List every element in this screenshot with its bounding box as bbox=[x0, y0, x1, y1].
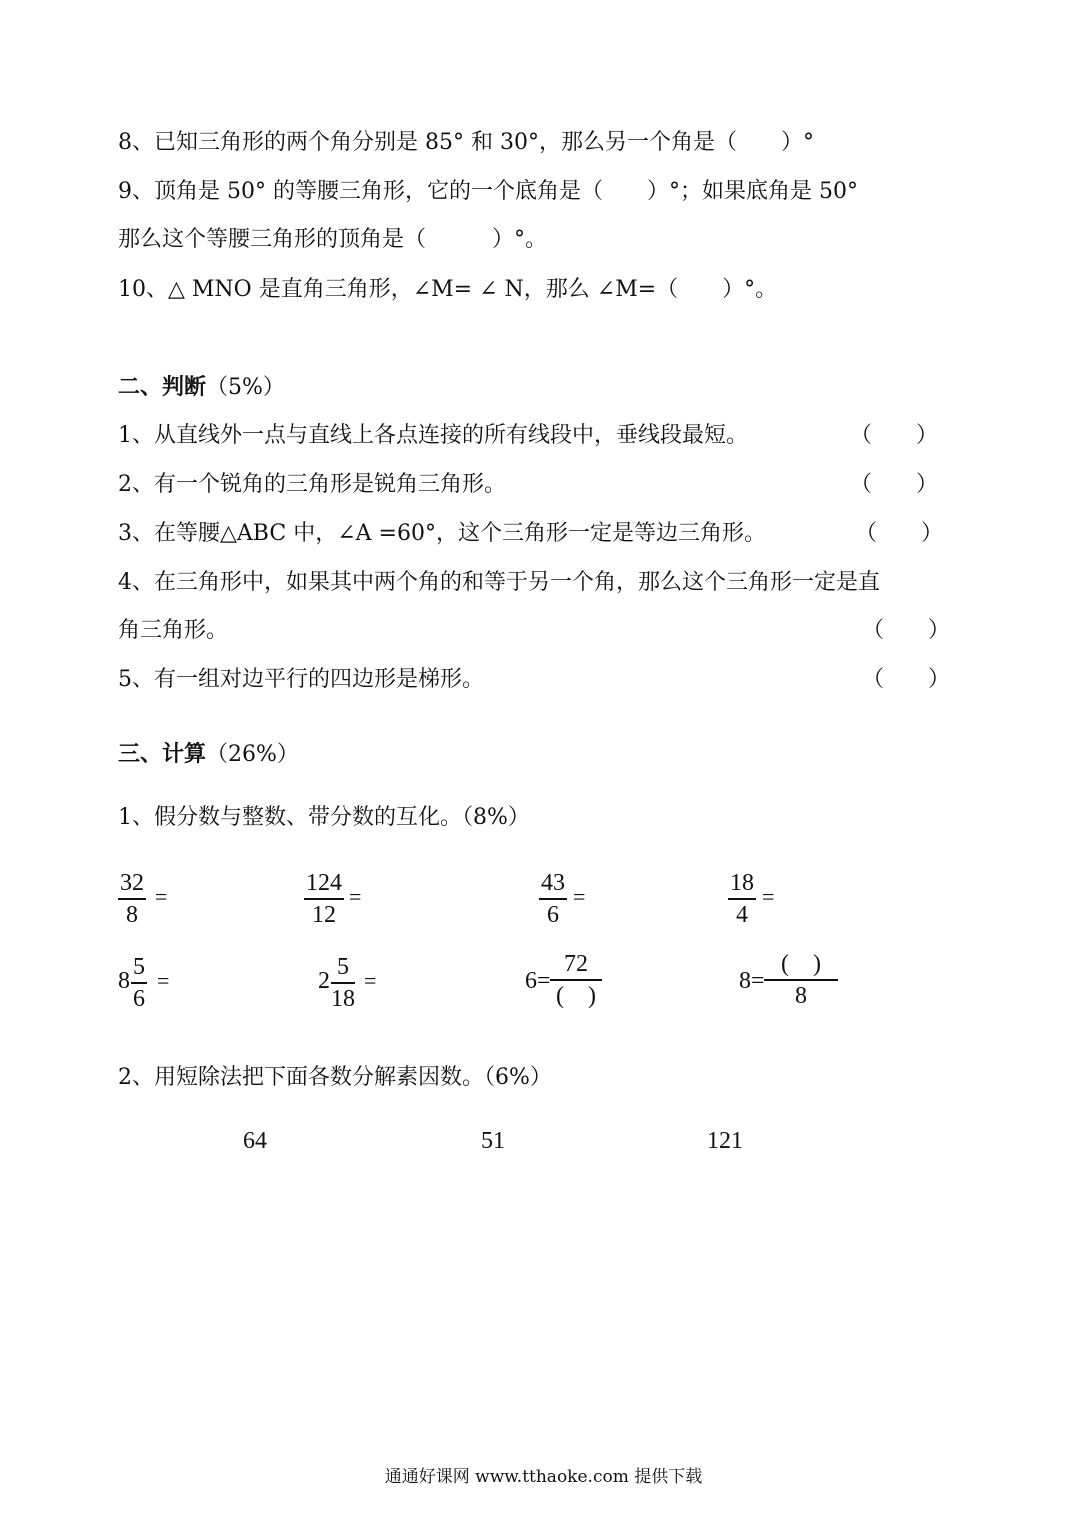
fraction-numerator: 72 bbox=[564, 951, 588, 977]
judge-paren-2: （ ） bbox=[850, 472, 939, 497]
integer-equals: 8= bbox=[739, 968, 765, 994]
mixed-whole-part: 2 bbox=[318, 968, 330, 994]
section-2-percent: （5%） bbox=[206, 375, 285, 400]
section-3-title: 三、计算 bbox=[118, 741, 207, 767]
fraction-blank-8 bbox=[764, 950, 838, 1010]
question-8: 8、已知三角形的两个角分别是 85° 和 30°，那么另一个角是（ ）° bbox=[118, 130, 814, 155]
fraction-denominator: 18 bbox=[331, 986, 355, 1012]
judge-item-2: 2、有一个锐角的三角形是锐角三角形。 bbox=[118, 472, 506, 497]
factor-number-1: 64 bbox=[243, 1128, 267, 1154]
judge-paren-3: （ ） bbox=[855, 521, 944, 546]
footer-source-text: 通通好课网 www.tthaoke.com 提供下载 bbox=[384, 1467, 703, 1487]
mixed-whole-part: 8 bbox=[118, 968, 130, 994]
fraction-32-8 bbox=[118, 869, 146, 929]
fraction-numerator-blank: ( ) bbox=[781, 951, 821, 977]
calc-question-1: 1、假分数与整数、带分数的互化。（8%） bbox=[118, 805, 530, 830]
fraction-18-4 bbox=[728, 869, 756, 929]
section-2-title: 二、判断 bbox=[118, 374, 207, 400]
mixed-fraction-8-5-6 bbox=[131, 953, 147, 1013]
question-10: 10、△ MNO 是直角三角形，∠M= ∠ N，那么 ∠M=（ ）°。 bbox=[118, 277, 778, 302]
judge-item-4b: 角三角形。 bbox=[118, 618, 229, 643]
fraction-denominator: 8 bbox=[795, 983, 807, 1009]
judge-paren-4: （ ） bbox=[862, 618, 951, 643]
fraction-denominator: 12 bbox=[312, 902, 336, 928]
calc-question-2: 2、用短除法把下面各数分解素因数。（6%） bbox=[118, 1065, 552, 1090]
judge-item-3: 3、在等腰△ABC 中，∠A =60°，这个三角形一定是等边三角形。 bbox=[118, 521, 766, 546]
question-9-part1: 9、顶角是 50° 的等腰三角形，它的一个底角是（ ）°；如果底角是 50° bbox=[118, 179, 858, 204]
integer-equals: 6= bbox=[525, 968, 551, 994]
equals-sign: = bbox=[349, 884, 362, 909]
factor-number-2: 51 bbox=[481, 1128, 505, 1154]
judge-paren-1: （ ） bbox=[850, 423, 939, 448]
question-9-part2: 那么这个等腰三角形的顶角是（ ）°。 bbox=[118, 227, 548, 252]
fraction-numerator: 124 bbox=[306, 870, 342, 896]
mixed-fraction-2-5-18 bbox=[331, 953, 355, 1013]
fraction-denominator: 6 bbox=[133, 986, 145, 1012]
fraction-72-blank bbox=[550, 950, 602, 1010]
judge-item-4a: 4、在三角形中，如果其中两个角的和等于另一个角，那么这个三角形一定是直 bbox=[118, 570, 880, 595]
fraction-denominator: 6 bbox=[547, 902, 559, 928]
section-3-percent: （26%） bbox=[206, 742, 299, 767]
fraction-numerator: 43 bbox=[541, 870, 565, 896]
fraction-124-12 bbox=[304, 869, 344, 929]
judge-item-5: 5、有一组对边平行的四边形是梯形。 bbox=[118, 667, 484, 692]
fraction-denominator: 8 bbox=[126, 902, 138, 928]
fraction-numerator: 32 bbox=[120, 870, 144, 896]
equals-sign: = bbox=[155, 884, 168, 909]
equals-sign: = bbox=[157, 968, 170, 993]
factor-number-3: 121 bbox=[707, 1128, 743, 1154]
equals-sign: = bbox=[762, 884, 775, 909]
section-3-heading bbox=[118, 739, 299, 770]
equals-sign: = bbox=[573, 884, 586, 909]
judge-paren-5: （ ） bbox=[862, 667, 951, 692]
section-2-heading bbox=[118, 372, 285, 403]
fraction-43-6 bbox=[539, 869, 567, 929]
fraction-numerator: 18 bbox=[730, 870, 754, 896]
fraction-denominator-blank: ( ) bbox=[556, 983, 596, 1009]
equals-sign: = bbox=[364, 968, 377, 993]
fraction-numerator: 5 bbox=[133, 954, 145, 980]
fraction-numerator: 5 bbox=[337, 954, 349, 980]
fraction-denominator: 4 bbox=[736, 902, 748, 928]
judge-item-1: 1、从直线外一点与直线上各点连接的所有线段中，垂线段最短。 bbox=[118, 423, 748, 448]
